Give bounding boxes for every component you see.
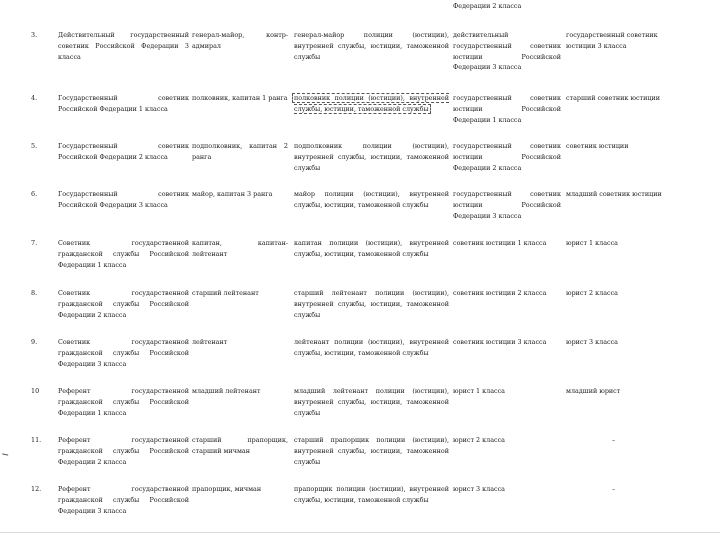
row-number: 5. [31,142,38,150]
cell-prosecutor-rank: юрист 1 класса [453,387,505,395]
cell-special-rank: майор полиции (юстиции), внутренней службы, юстиции, таможенной службы [294,190,449,209]
cell-special-rank: старший прапорщик полиции (юстиции), внутренней службы, юстиции, таможенной службы [294,436,449,466]
cell-special-rank: младший лейтенант полиции (юстиции), внутренней службы, юстиции, таможенной службы [294,387,449,417]
cell-military-rank: полковник, капитан 1 ранга [192,94,288,102]
row-number: 11. [31,436,42,444]
cell-prosecutor-rank: советник юстиции 2 класса [453,289,547,297]
dashed-highlight: полковник полиции (юстиции), внутренней службы, юстиции, таможенной службы [294,94,449,113]
row-number: 4. [31,94,38,102]
cell-civil-rank: Советник государственной гражданской службы Российской Федерации 1 класса [58,239,189,269]
cell-military-rank: младший лейтенант [192,387,261,395]
cell-military-rank: старший прапорщик, старший мичман [192,436,288,455]
cell-justice-rank: советник юстиции [566,142,629,150]
cell-prosecutor-rank: советник юстиции 1 класса [453,239,547,247]
cell-civil-rank: Советник государственной гражданской службы Российской Федерации 3 класса [58,338,189,368]
cell-prosecutor-fragment: Федерации 2 класса [453,2,522,10]
margin-tick-mark [2,453,8,457]
cell-special-rank: капитан полиции (юстиции), внутренней службы, юстиции, таможенной службы [294,239,449,258]
cell-justice-rank: юрист 2 класса [566,289,618,297]
cell-prosecutor-rank: советник юстиции 3 класса [453,338,547,346]
cell-prosecutor-rank: государственный советник юстиции Российской Федерации 3 класса [453,190,561,220]
cell-justice-rank: – [612,436,616,444]
table-top-fragment [0,0,720,20]
cell-justice-rank: младший советник юстиции [566,190,662,198]
cell-prosecutor-rank: государственный советник юстиции Российской Федерации 2 класса [453,142,561,172]
cell-special-rank: прапорщик полиции (юстиции), внутренней службы, юстиции, таможенной службы [294,485,449,504]
row-number: 6. [31,190,38,198]
cell-prosecutor-rank: государственный советник юстиции Российской Федерации 1 класса [453,94,561,124]
cell-civil-rank: Государственный советник Российской Федерации 1 класса [58,94,189,113]
cell-civil-rank: Государственный советник Российской Федерации 2 класса [58,142,189,161]
cell-special-rank: генерал-майор полиции (юстиции), внутренней службы, юстиции, таможенной службы [294,31,449,61]
cell-military-rank: капитан, капитан-лейтенант [192,239,288,258]
cell-special-rank [294,93,449,115]
cell-military-rank: лейтенант [192,338,228,346]
cell-civil-rank: Действительный государственный советник Российской Федерации 3 класса [58,31,189,61]
cell-justice-rank: юрист 3 класса [566,338,618,346]
cell-justice-rank: младший юрист [566,387,621,395]
cell-prosecutor-rank: действительный государственный советник юстиции Российской Федерации 3 класса [453,31,561,72]
row-number: 3. [31,31,38,39]
row-number: 8. [31,289,38,297]
cell-justice-rank: – [612,485,616,493]
row-number: 9. [31,338,38,346]
cell-prosecutor-rank: юрист 2 класса [453,436,505,444]
cell-civil-rank: Референт государственной гражданской службы Российской Федерации 1 класса [58,387,189,417]
cell-special-rank: старший лейтенант полиции (юстиции), внутренней службы, юстиции, таможенной службы [294,289,449,319]
cell-civil-rank: Государственный советник Российской Федерации 3 класса [58,190,189,209]
cell-prosecutor-rank: юрист 3 класса [453,485,505,493]
cell-military-rank: старший лейтенант [192,289,259,297]
row-number: 10 [31,387,40,395]
cell-military-rank: генерал-майор, контр-адмирал [192,31,288,50]
cell-special-rank: лейтенант полиции (юстиции), внутренней службы, юстиции, таможенной службы [294,338,449,357]
row-number: 7. [31,239,38,247]
cell-civil-rank: Советник государственной гражданской службы Российской Федерации 2 класса [58,289,189,319]
cell-justice-rank: государственный советник юстиции 3 класса [566,31,658,50]
cell-military-rank: прапорщик, мичман [192,485,262,493]
cell-justice-rank: старший советник юстиции [566,94,660,102]
page-bottom-edge [0,532,720,533]
cell-civil-rank: Референт государственной гражданской службы Российской Федерации 2 класса [58,436,189,466]
cell-military-rank: подполковник, капитан 2 ранга [192,142,288,161]
row-number: 12. [31,485,42,493]
cell-military-rank: майор, капитан 3 ранга [192,190,273,198]
cell-civil-rank: Референт государственной гражданской службы Российской Федерации 3 класса [58,485,189,515]
cell-justice-rank: юрист 1 класса [566,239,618,247]
cell-special-rank: подполковник полиции (юстиции), внутренней службы, юстиции, таможенной службы [294,142,449,172]
